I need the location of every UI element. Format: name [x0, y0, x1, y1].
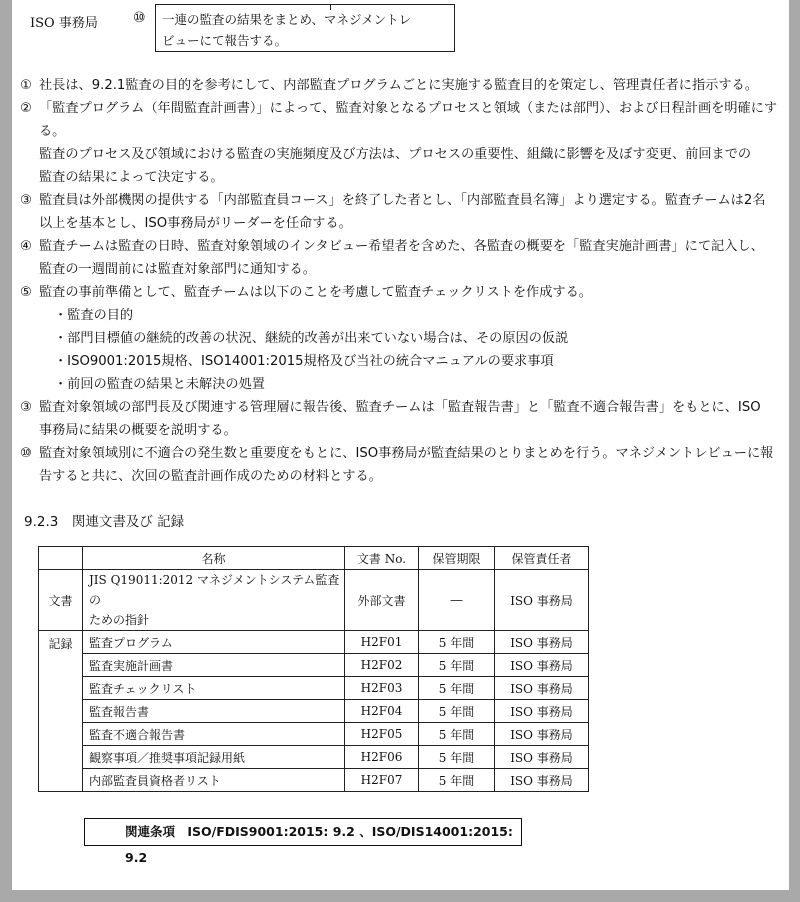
- owner-cell: ISO 事務局: [495, 746, 589, 769]
- table-row: [39, 723, 589, 746]
- name-cell: 監査チェックリスト: [83, 677, 345, 700]
- doc-no-cell: H2F02: [345, 654, 419, 677]
- table-row: [39, 769, 589, 792]
- step-number: ③: [20, 400, 32, 415]
- period-cell: 5 年間: [419, 746, 495, 769]
- doc-no-cell: 外部文書: [345, 570, 419, 631]
- table-header-cell: [39, 547, 83, 570]
- owner-cell: ISO 事務局: [495, 769, 589, 792]
- period-cell: ―: [419, 570, 495, 631]
- owner-cell: ISO 事務局: [495, 570, 589, 631]
- category-cell: 文書: [39, 570, 83, 631]
- step-line: 社長は、9.2.1監査の目的を参考にして、内部監査プログラムごとに実施する監査目的を策定し、管理責任者に指示する。: [39, 78, 758, 93]
- period-cell: 5 年間: [419, 631, 495, 654]
- checklist-bullet: ・ISO9001:2015規格、ISO14001:2015規格及び当社の統合マニュアルの要求事項: [54, 354, 554, 369]
- doc-no-cell: H2F06: [345, 746, 419, 769]
- page-frame-right: [789, 0, 800, 902]
- flow-department: ISO 事務局: [30, 16, 98, 31]
- step-line: 監査の結果によって決定する。: [39, 170, 224, 185]
- table-row: [39, 654, 589, 677]
- doc-no-cell: H2F07: [345, 769, 419, 792]
- step-line: 事務局に結果の概要を説明する。: [39, 423, 237, 438]
- step-number: ④: [20, 239, 32, 254]
- step-line: 監査対象領域別に不適合の発生数と重要度をもとに、ISO事務局が監査結果のとりまとめを行う。マネジメントレビューに報: [39, 446, 774, 461]
- name-cell: 監査不適合報告書: [83, 723, 345, 746]
- table-row: [39, 746, 589, 769]
- step-line: 「監査プログラム（年間監査計画書）」によって、監査対象となるプロセスと領域（または部門）、および日程計画を明確にする。: [39, 101, 778, 139]
- step-line: 監査の事前準備として、監査チームは以下のことを考慮して監査チェックリストを作成する。: [39, 285, 592, 300]
- name-cell: 監査プログラム: [83, 631, 345, 654]
- table-header-row: [39, 547, 589, 570]
- step-2: [20, 97, 780, 189]
- section-heading: 9.2.3 関連文書及び 記録: [24, 514, 185, 530]
- flow-step-box: [155, 4, 455, 52]
- period-cell: 5 年間: [419, 769, 495, 792]
- owner-cell: ISO 事務局: [495, 654, 589, 677]
- flow-step-text-line: 一連の監査の結果をまとめ、マネジメントレ: [162, 12, 412, 27]
- name-cell: 監査報告書: [83, 700, 345, 723]
- step-number: ②: [20, 101, 32, 116]
- step-line: 監査のプロセス及び領域における監査の実施頻度及び方法は、プロセスの重要性、組織に影響を及ぼす変更、前回までの: [39, 147, 752, 162]
- owner-cell: ISO 事務局: [495, 700, 589, 723]
- name-cell: 監査実施計画書: [83, 654, 345, 677]
- step-line: 監査の一週間前には監査対象部門に通知する。: [39, 262, 316, 277]
- owner-cell: ISO 事務局: [495, 631, 589, 654]
- name-cell: [83, 570, 345, 631]
- period-cell: 5 年間: [419, 677, 495, 700]
- category-label: 記録: [48, 637, 73, 651]
- procedure-steps: [20, 74, 780, 488]
- step-line: 監査員は外部機関の提供する「内部監査員コース」を終了した者とし、「内部監査員名簿」より選定する。監査チームは2名: [39, 193, 766, 208]
- related-clauses-label: 関連条項: [125, 824, 176, 839]
- checklist-bullet: ・前回の監査の結果と未解決の処置: [54, 377, 265, 392]
- name-cell: 内部監査員資格者リスト: [83, 769, 345, 792]
- step-1: [20, 74, 780, 97]
- category-cell: [39, 631, 83, 792]
- page-frame-bottom: [0, 890, 800, 902]
- doc-no-cell: H2F04: [345, 700, 419, 723]
- flow-step-text-line: ビューにて報告する。: [162, 33, 288, 48]
- step-number: ①: [20, 78, 32, 93]
- checklist-bullet: ・部門目標値の継続的改善の状況、継続的改善が出来ていない場合は、その原因の仮説: [54, 331, 569, 346]
- step-line: 以上を基本とし、ISO事務局がリーダーを任命する。: [39, 216, 352, 231]
- flow-row-10: [30, 4, 460, 54]
- table-header-cell: 保管責任者: [495, 547, 589, 570]
- doc-no-cell: H2F05: [345, 723, 419, 746]
- related-clauses-box: [84, 818, 522, 865]
- step-10: [20, 442, 780, 488]
- step-3: [20, 189, 780, 235]
- step-line: 監査対象領域の部門長及び関連する管理層に報告後、監査チームは「監査報告書」と「監査不適合報告書」をもとに、ISO: [39, 400, 761, 415]
- related-clauses-text: ISO/FDIS9001:2015: 9.2 、ISO/DIS14001:2015: 9.2: [125, 824, 513, 865]
- period-cell: 5 年間: [419, 654, 495, 677]
- flow-step-number: ⑩: [133, 10, 146, 26]
- period-cell: 5 年間: [419, 700, 495, 723]
- table-row: [39, 570, 589, 631]
- table-header-cell: 文書 No.: [345, 547, 419, 570]
- step-number: ⑤: [20, 285, 32, 300]
- step-number: ③: [20, 193, 32, 208]
- doc-no-cell: H2F03: [345, 677, 419, 700]
- table-row: [39, 700, 589, 723]
- owner-cell: ISO 事務局: [495, 677, 589, 700]
- doc-no-cell: H2F01: [345, 631, 419, 654]
- table-row: [39, 631, 589, 654]
- documents-records-table: [38, 546, 589, 792]
- checklist-bullet: ・監査の目的: [54, 308, 134, 323]
- name-line: ための指針: [89, 613, 150, 627]
- step-9: [20, 396, 780, 442]
- page-frame-left: [0, 0, 12, 902]
- step-5: [20, 281, 780, 304]
- table-row: [39, 677, 589, 700]
- step-4: [20, 235, 780, 281]
- table-header-cell: 名称: [83, 547, 345, 570]
- owner-cell: ISO 事務局: [495, 723, 589, 746]
- step-line: 告すると共に、次回の監査計画作成のための材料とする。: [39, 469, 382, 484]
- step-line: 監査チームは監査の日時、監査対象領域のインタビュー希望者を含めた、各監査の概要を「監査実施計画書」にて記入し、: [39, 239, 764, 254]
- name-cell: 観察事項／推奨事項記録用紙: [83, 746, 345, 769]
- period-cell: 5 年間: [419, 723, 495, 746]
- table-header-cell: 保管期限: [419, 547, 495, 570]
- step-number: ⑩: [20, 446, 32, 461]
- name-line: JIS Q19011:2012 マネジメントシステム監査の: [89, 573, 340, 607]
